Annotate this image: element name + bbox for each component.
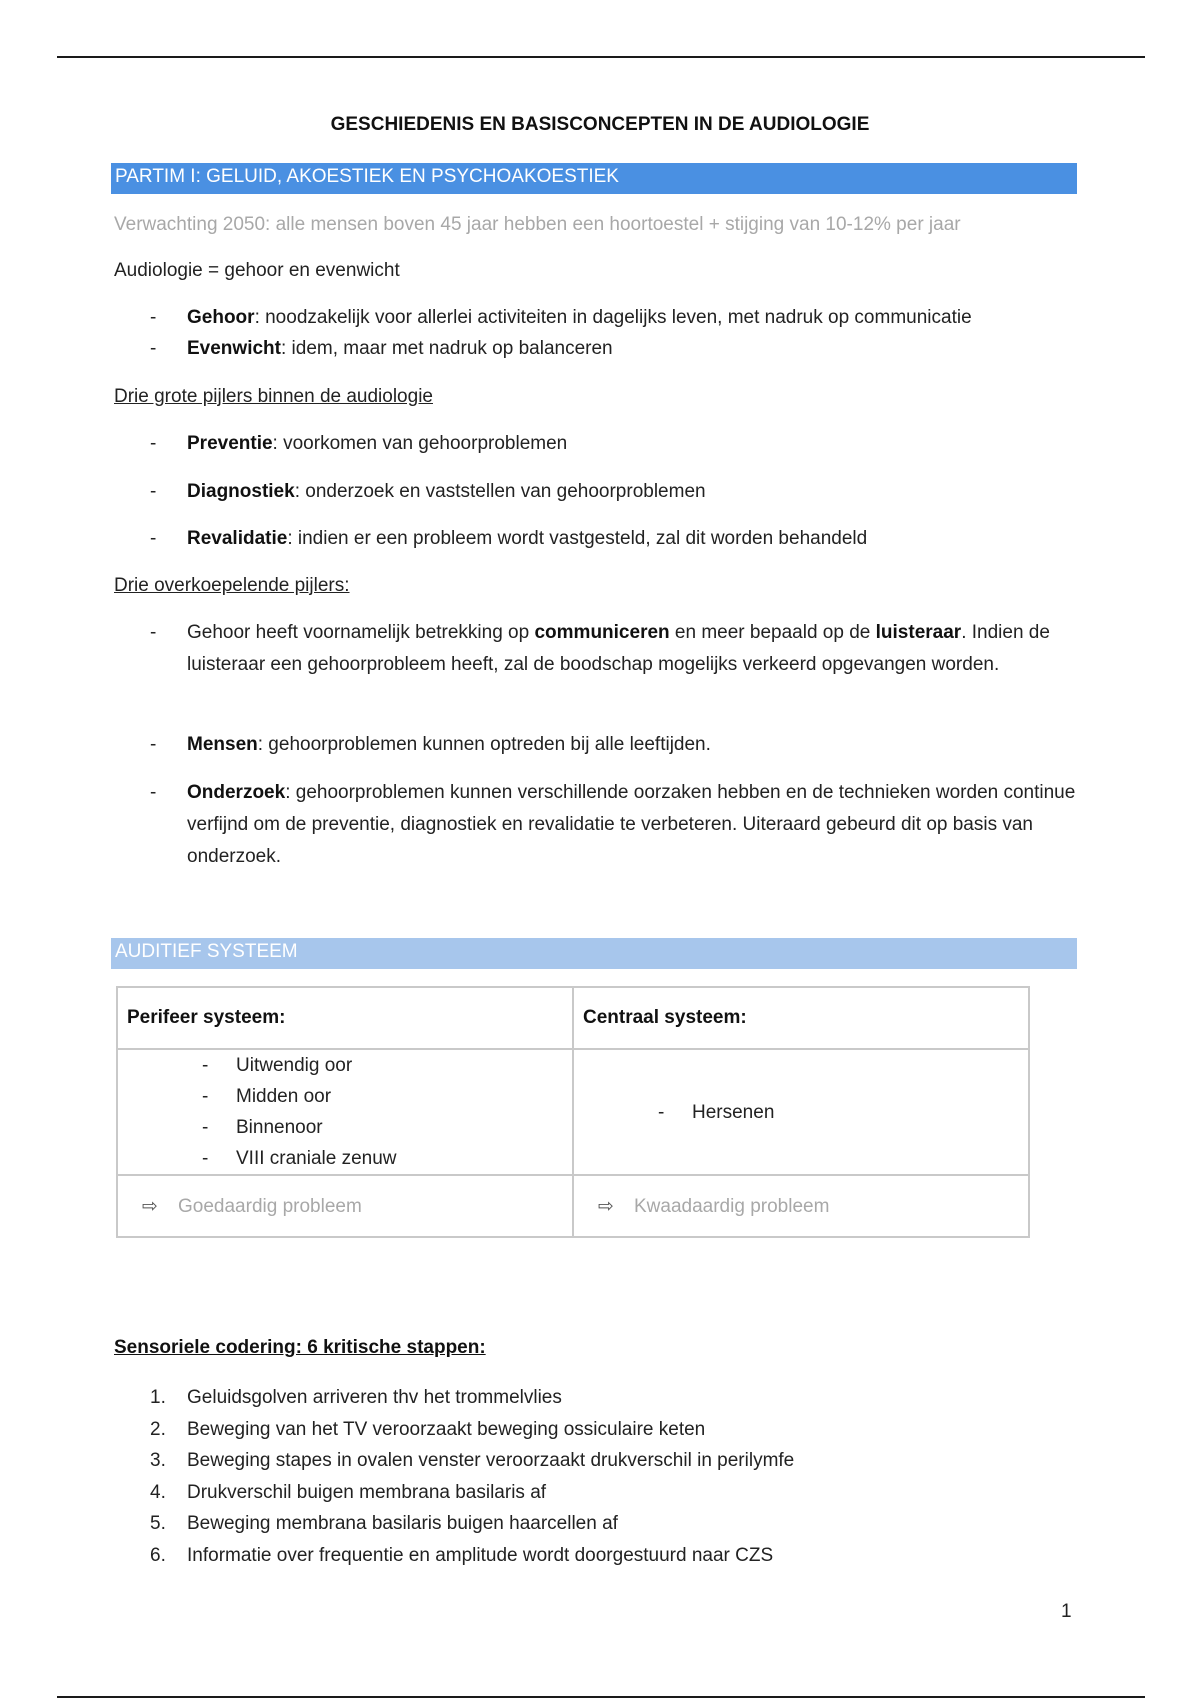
overarching-heading: Drie overkoepelende pijlers: [114, 575, 350, 596]
list-item-diagnostiek: - Diagnostiek: onderzoek en vaststellen van gehoorproblemen [150, 481, 706, 502]
table-header-perifeer: Perifeer systeem: [117, 987, 573, 1049]
audiology-definition: Audiologie = gehoor en evenwicht [114, 260, 400, 281]
pillars-heading: Drie grote pijlers binnen de audiologie [114, 386, 433, 407]
table-footer-perifeer: ⇨ Goedaardig probleem [117, 1175, 573, 1237]
section-heading-partim-1: PARTIM I: GELUID, AKOESTIEK EN PSYCHOAKOESTIEK [111, 163, 1077, 194]
table-footer-centraal: ⇨ Kwaadaardig probleem [573, 1175, 1029, 1237]
document-title: GESCHIEDENIS EN BASISCONCEPTEN IN DE AUDIOLOGIE [330, 114, 870, 135]
list-item-preventie: - Preventie: voorkomen van gehoorproblemen [150, 433, 568, 454]
list-item: - VIII craniale zenuw [202, 1148, 397, 1169]
arrow-right-icon: ⇨ [142, 1195, 158, 1217]
table-cell-centraal-items [573, 1049, 1029, 1175]
list-item-revalidatie: - Revalidatie: indien er een probleem wordt vastgesteld, zal dit worden behandeld [150, 528, 868, 549]
list-item-mensen: - Mensen: gehoorproblemen kunnen optreden bij alle leeftijden. [150, 734, 711, 755]
list-item: - Uitwendig oor [202, 1055, 353, 1076]
coding-heading: Sensoriele codering: 6 kritische stappen: [114, 1337, 486, 1358]
list-item: - Binnenoor [202, 1117, 323, 1138]
top-rule [57, 56, 1145, 58]
bottom-rule [57, 1696, 1145, 1698]
list-item-onderzoek: - Onderzoek: gehoorproblemen kunnen verschillende oorzaken hebben en de technieken worden continue verfijnd om de preventie, diagnostiek en revalidatie te verbeteren. Uiteraard gebeurd dit op basis van onderzoek. [150, 782, 1076, 867]
table-cell-perifeer-items [117, 1049, 573, 1175]
section-heading-auditief-systeem: AUDITIEF SYSTEEM [111, 938, 1077, 969]
page-number: 1 [1061, 1601, 1072, 1622]
list-item: - Hersenen [658, 1101, 775, 1123]
table-header-centraal: Centraal systeem: [573, 987, 1029, 1049]
list-item: - Midden oor [202, 1086, 332, 1107]
list-item-communiceren: - Gehoor heeft voornamelijk betrekking op communiceren en meer bepaald op de luisteraar. Indien de luisteraar een gehoorprobleem heeft, zal de boodschap mogelijks verkeerd opgevangen worden. [150, 622, 1050, 675]
list-item-gehoor: - Gehoor: noodzakelijk voor allerlei activiteiten in dagelijks leven, met nadruk op communicatie [150, 307, 972, 328]
expectation-note: Verwachting 2050: alle mensen boven 45 jaar hebben een hoortoestel + stijging van 10-12% per jaar [114, 214, 961, 235]
arrow-right-icon: ⇨ [598, 1195, 614, 1217]
list-item-evenwicht: - Evenwicht: idem, maar met nadruk op balanceren [150, 338, 613, 359]
auditory-system-table [116, 986, 1030, 1238]
